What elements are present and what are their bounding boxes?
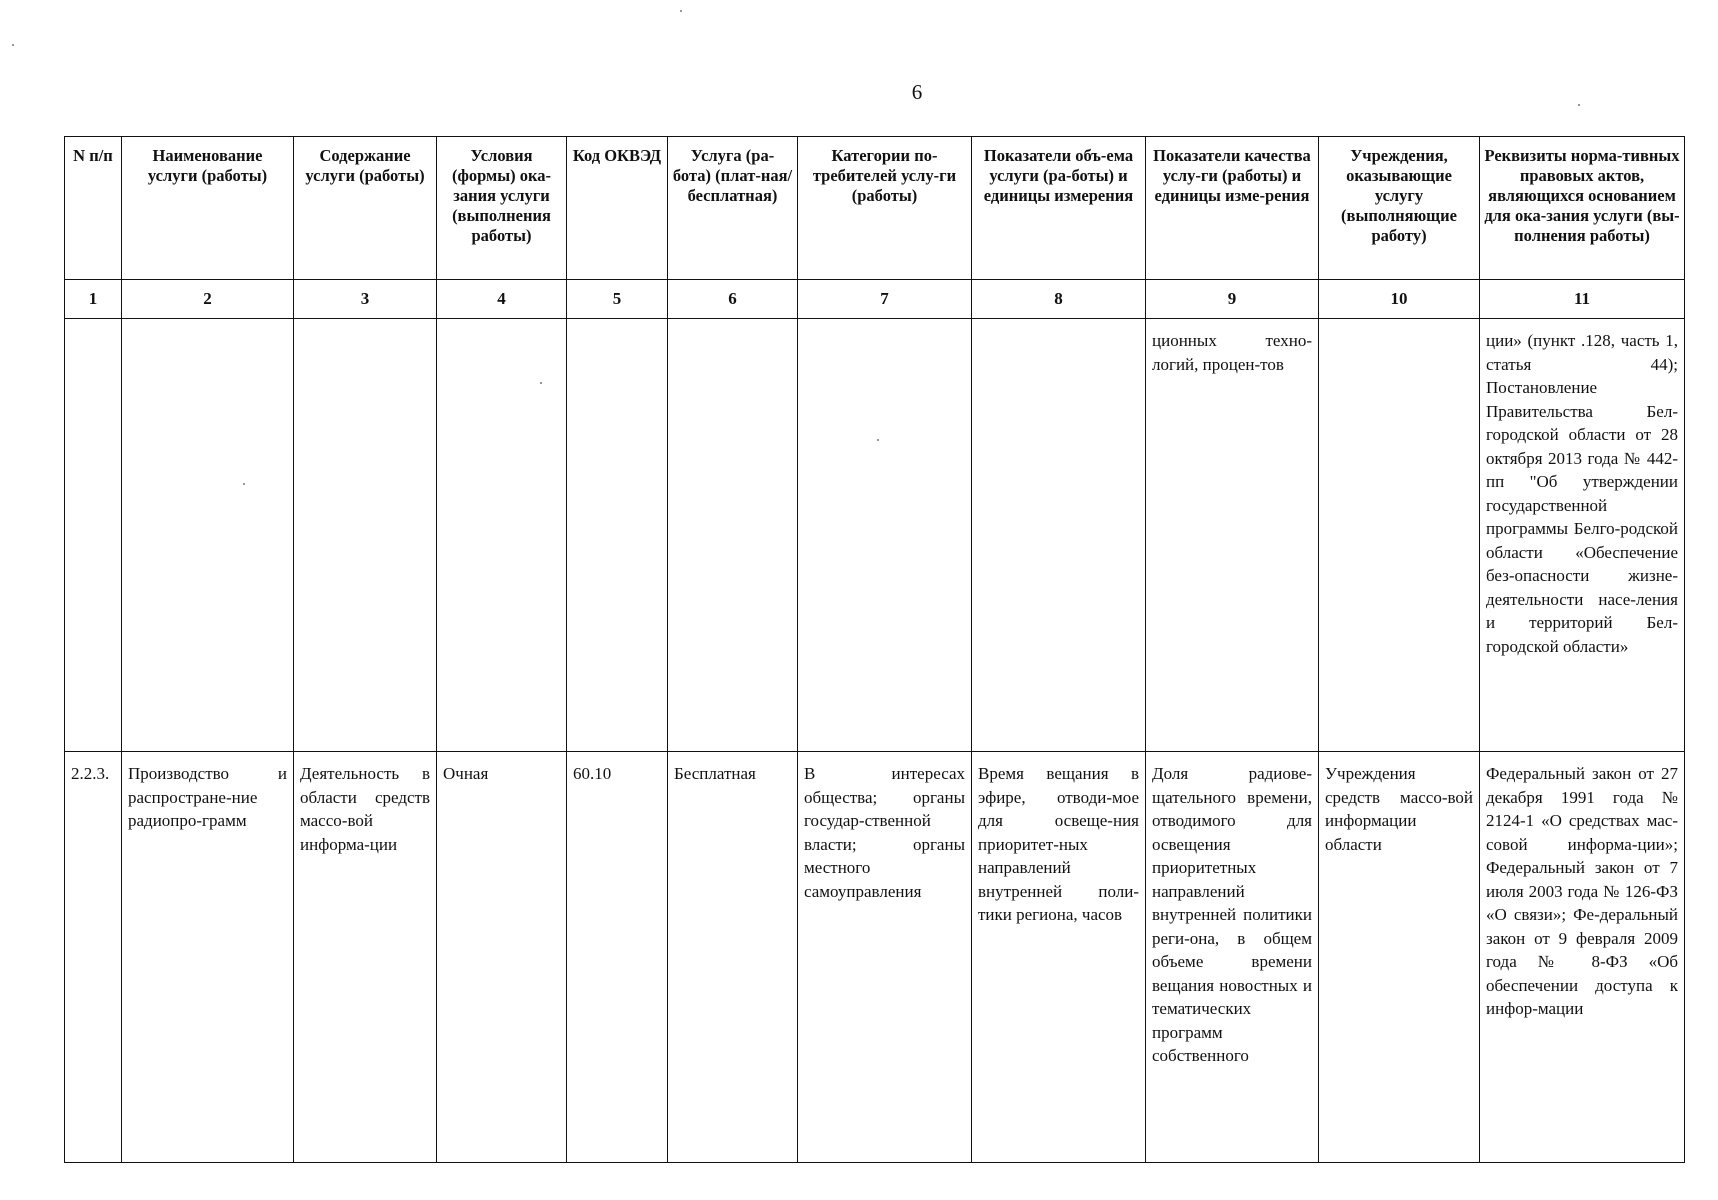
column-number: 9 [1146, 280, 1319, 319]
legal-acts-cell: Федеральный закон от 27 декабря 1991 года № 2124-1 «О средствах мас-совой информа-ции»; Федеральный закон от 7 июля 2003 года № 126-ФЗ «О связи»; Фе-деральный закон от 9 февраля 2009 года № 8-ФЗ «Об обеспечении доступа к инфор-мации [1480, 752, 1685, 1163]
page-number: 6 [911, 80, 923, 104]
column-number: 3 [294, 280, 437, 319]
header-cell: Содержание услуги (работы) [294, 137, 437, 280]
header-cell: Учреждения, оказывающие услугу (выполняющие работу) [1319, 137, 1480, 280]
legal-acts-cell: ции» (пункт .128, часть 1, статья 44); Постановление Правительства Бел-городской области от 28 октября 2013 года № 442-пп "Об утверждении государственной программы Белго-родской области «Обеспечение без-опасности жизне-деятельности насе-ления и территорий Бел-городской области» [1480, 319, 1685, 752]
service-content-cell: Деятельность в области средств массо-вой информа-ции [294, 752, 437, 1163]
table-cell [972, 319, 1146, 752]
institutions-cell: Учреждения средств массо-вой информации области [1319, 752, 1480, 1163]
scan-speck [540, 382, 542, 384]
header-row [65, 137, 1685, 280]
header-cell: Показатели объ-ема услуги (ра-боты) и единицы измерения [972, 137, 1146, 280]
table-cell [294, 319, 437, 752]
header-cell: Реквизиты норма-тивных правовых актов, являющихся основанием для ока-зания услуги (вы-полнения работы) [1480, 137, 1685, 280]
column-number: 6 [668, 280, 798, 319]
service-name-cell: Производство и распростране-ние радиопро-грамм [122, 752, 294, 1163]
column-number: 8 [972, 280, 1146, 319]
table-cell [437, 319, 567, 752]
header-cell: Услуга (ра-бота) (плат-ная/ бесплатная) [668, 137, 798, 280]
volume-indicators-cell: Время вещания в эфире, отводи-мое для освеще-ния приоритет-ных направлений внутренней поли-тики региона, часов [972, 752, 1146, 1163]
okved-cell: 60.10 [567, 752, 668, 1163]
table-cell [567, 319, 668, 752]
column-number: 5 [567, 280, 668, 319]
scan-speck [12, 44, 14, 46]
scan-speck [877, 439, 879, 441]
paid-free-cell: Бесплатная [668, 752, 798, 1163]
table-cell [65, 319, 122, 752]
header-cell: Показатели качества услу-ги (работы) и единицы изме-рения [1146, 137, 1319, 280]
table-cell [798, 319, 972, 752]
header-cell: Наименование услуги (работы) [122, 137, 294, 280]
column-number-row [65, 280, 1685, 319]
table-cell [122, 319, 294, 752]
continuation-row [65, 319, 1685, 752]
header-cell: Условия (формы) ока-зания услуги (выполнения работы) [437, 137, 567, 280]
row-number-cell: 2.2.3. [65, 752, 122, 1163]
conditions-cell: Очная [437, 752, 567, 1163]
column-number: 7 [798, 280, 972, 319]
quality-indicators-cell: ционных техно-логий, процен-тов [1146, 319, 1319, 752]
services-table [64, 136, 1685, 1163]
column-number: 10 [1319, 280, 1480, 319]
scan-speck [680, 10, 682, 12]
header-cell: Категории по-требителей услу-ги (работы) [798, 137, 972, 280]
column-number: 11 [1480, 280, 1685, 319]
column-number: 2 [122, 280, 294, 319]
header-cell: Код ОКВЭД [567, 137, 668, 280]
table-cell [1319, 319, 1480, 752]
table-cell [668, 319, 798, 752]
column-number: 1 [65, 280, 122, 319]
consumers-cell: В интересах общества; органы государ-ственной власти; органы местного самоуправления [798, 752, 972, 1163]
scan-speck [1578, 104, 1580, 106]
quality-indicators-cell: Доля радиове-щательного времени, отводимого для освещения приоритетных направлений внутренней политики реги-она, в общем объеме времени вещания новостных и тематических программ собственного [1146, 752, 1319, 1163]
scan-speck [243, 483, 245, 485]
service-row [65, 752, 1685, 1163]
header-cell: N п/п [65, 137, 122, 280]
column-number: 4 [437, 280, 567, 319]
